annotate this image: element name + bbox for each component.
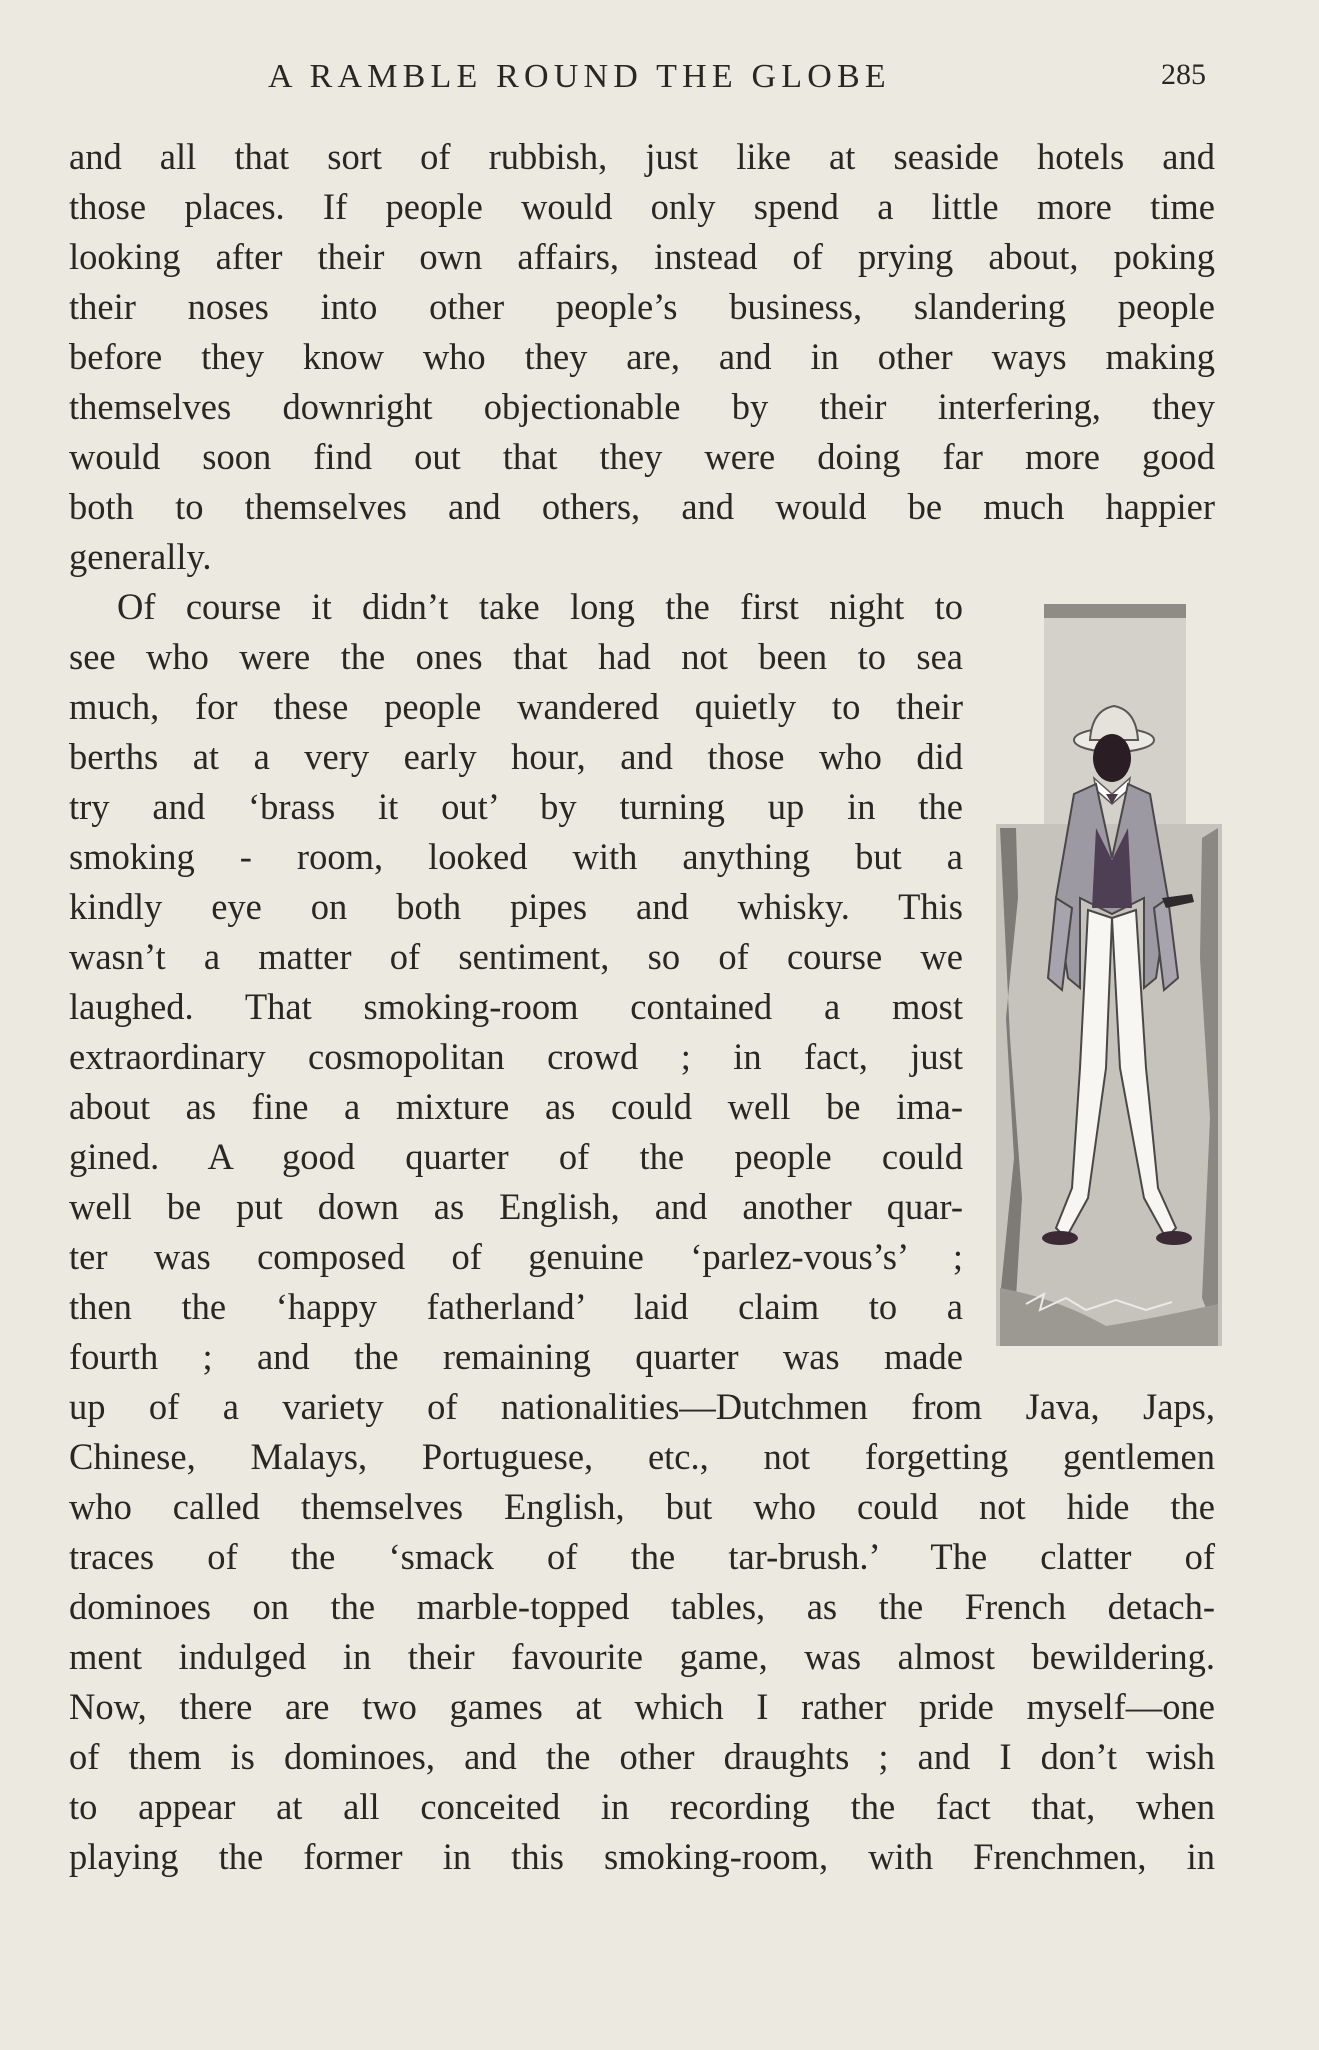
text-line: dominoes on the marble-topped tables, as the French detach-: [69, 1586, 1215, 1627]
text-line: much, for these people wandered quietly to their: [69, 686, 963, 727]
text-line: their noses into other people’s business, slandering people: [69, 286, 1215, 327]
text-line: berths at a very early hour, and those who did: [69, 736, 963, 777]
text-line: ment indulged in their favourite game, was almost bewildering.: [69, 1636, 1215, 1677]
text-line: fourth ; and the remaining quarter was made: [69, 1336, 963, 1377]
text-line: about as fine a mixture as could well be ima-: [69, 1086, 963, 1127]
running-header: [0, 58, 1319, 104]
text-line: generally.: [69, 536, 212, 577]
text-line: up of a variety of nationalities—Dutchmen from Java, Japs,: [69, 1386, 1215, 1427]
text-line: Now, there are two games at which I rather pride myself—one: [69, 1686, 1215, 1727]
running-title: A RAMBLE ROUND THE GLOBE: [268, 58, 891, 95]
text-line: well be put down as English, and another quar-: [69, 1186, 963, 1227]
text-line: extraordinary cosmopolitan crowd ; in fact, just: [69, 1036, 963, 1077]
text-line: gined. A good quarter of the people could: [69, 1136, 963, 1177]
text-line: see who were the ones that had not been to sea: [69, 636, 963, 677]
page-number: 285: [1161, 58, 1206, 91]
illustration-drawing: [996, 598, 1222, 1346]
text-line: traces of the ‘smack of the tar-brush.’ The clatter of: [69, 1536, 1215, 1577]
text-line: of them is dominoes, and the other draughts ; and I don’t wish: [69, 1736, 1215, 1777]
paragraph-first-line: Of course it didn’t take long the first night to: [117, 586, 963, 627]
text-line: laughed. That smoking-room contained a most: [69, 986, 963, 1027]
text-line: then the ‘happy fatherland’ laid claim to a: [69, 1286, 963, 1327]
text-line: before they know who they are, and in other ways making: [69, 336, 1215, 377]
text-line: who called themselves English, but who could not hide the: [69, 1486, 1215, 1527]
text-line: smoking - room, looked with anything but a: [69, 836, 963, 877]
man-in-white-suit-illustration: [996, 598, 1222, 1346]
text-line: and all that sort of rubbish, just like at seaside hotels and: [69, 136, 1215, 177]
text-line: kindly eye on both pipes and whisky. This: [69, 886, 963, 927]
text-line: wasn’t a matter of sentiment, so of course we: [69, 936, 963, 977]
text-line: Chinese, Malays, Portuguese, etc., not forgetting gentlemen: [69, 1436, 1215, 1477]
text-line: playing the former in this smoking-room, with Frenchmen, in: [69, 1836, 1215, 1877]
text-line: to appear at all conceited in recording the fact that, when: [69, 1786, 1215, 1827]
text-line: those places. If people would only spend a little more time: [69, 186, 1215, 227]
text-line: both to themselves and others, and would be much happier: [69, 486, 1215, 527]
text-line: would soon find out that they were doing far more good: [69, 436, 1215, 477]
text-line: ter was composed of genuine ‘parlez-vous’s’ ;: [69, 1236, 963, 1277]
text-line: themselves downright objectionable by their interfering, they: [69, 386, 1215, 427]
text-line: try and ‘brass it out’ by turning up in the: [69, 786, 963, 827]
text-line: looking after their own affairs, instead of prying about, poking: [69, 236, 1215, 277]
